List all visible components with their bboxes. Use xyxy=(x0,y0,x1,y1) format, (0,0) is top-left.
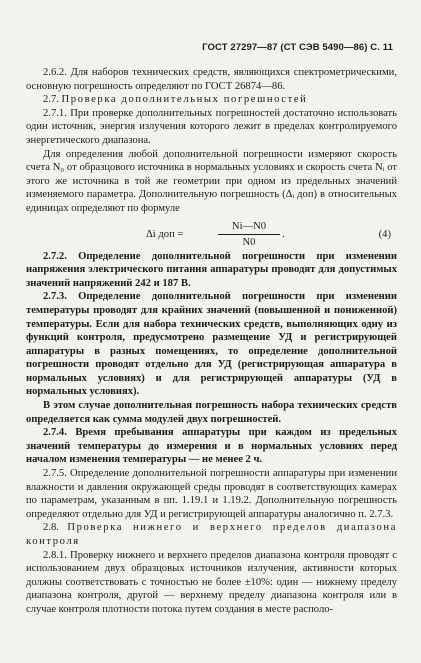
section-heading-2-8 xyxy=(26,521,397,548)
paragraph-2-7-3-sum: В этом случае дополнительная погрешность набора технических средств определяется как сумма модулей двух погрешностей. xyxy=(26,400,397,425)
section-title: Проверка нижнего и верхнего пределов диапазона контроля xyxy=(26,522,397,547)
formula-lhs: Δi доп = xyxy=(146,228,184,240)
section-title: Проверка дополнительных погрешностей xyxy=(61,94,308,106)
section-number: 2.8. xyxy=(43,522,59,534)
section-number: 2.7. xyxy=(43,94,59,106)
paragraph-2-6-2: 2.6.2. Для наборов технических средств, являющихся спектрометрическими, основную погрешность определяют по ГОСТ 26874—86. xyxy=(26,67,397,92)
paragraph-2-7-5: 2.7.5. Определение дополнительной погрешности аппаратуры при изменении влажности и давления окружающей среды проводят в соответствующих камерах по параметрам, указанным в пп. 1.19.1 и 1.19.2. Дополнительную погрешность определяют отдельно для УД и регистрирующей аппаратуры аналогично п. 2.7.3. xyxy=(26,468,397,520)
section-heading-2-7 xyxy=(26,93,397,107)
paragraph-2-7-4: 2.7.4. Время пребывания аппаратуры при каждом из предельных значений температуры до измерения и в нормальных условиях перед началом изменения температуры — не менее 2 ч. xyxy=(26,427,397,466)
formula-number: (4) xyxy=(378,228,391,240)
formula-4 xyxy=(26,218,397,248)
paragraph-2-7-2: 2.7.2. Определение дополнительной погрешности при изменении напряжения электрического питания аппаратуры проводят для допустимых значений напряжений 242 и 187 В. xyxy=(26,250,397,289)
paragraph-2-7-1: 2.7.1. При проверке дополнительных погрешностей достаточно использовать один источник, энергия излучения которого лежит в пределах контролируемого энергетического диапазона. xyxy=(26,107,397,146)
page-header: ГОСТ 27297—87 (СТ СЭВ 5490—86) С. 11 xyxy=(202,42,393,53)
formula-denominator: N0 xyxy=(242,237,256,249)
page-body xyxy=(26,66,397,617)
formula-period: . xyxy=(282,228,285,240)
formula-fraction xyxy=(218,220,280,250)
paragraph-2-7-3: 2.7.3. Определение дополнительной погрешности при изменении температуры проводят для крайних значений (повышенной и пониженной) температуры. Если для набора технических средств, выполняющих одну из функций контроля, предусмотрено размещение УД и регистрирующей аппаратуры в разных помещениях, то определение дополнительной погрешности проводят отдельно для УД (регистрирующая аппаратура в нормальных условиях) и для регистрирующей аппаратуры (УД в нормальных условиях). xyxy=(26,291,397,398)
paragraph-2-8-1: 2.8.1. Проверку нижнего и верхнего пределов диапазона контроля проводят с использованием двух образцовых источников излучения, активности которых должны соответствовать с точностью не более ±10%: один — нижнему пределу диапазона контроля, другой — верхнему пределу диапазона контроля или в случае контроля плотности потока путем создания в месте располо- xyxy=(26,549,397,615)
formula-numerator: Ni—N0 xyxy=(218,220,280,236)
paragraph-2-7-1-method: Для определения любой дополнительной погрешности измеряют скорость счета N₀ от образцового источника в нормальных условиях и скорость счета Nᵢ от этого же источника в той же геометрии при одном из предельных значений изменяемого параметра. Дополнительную погрешность (Δᵢ доп) в относительных единицах определяют по формуле xyxy=(26,148,397,214)
